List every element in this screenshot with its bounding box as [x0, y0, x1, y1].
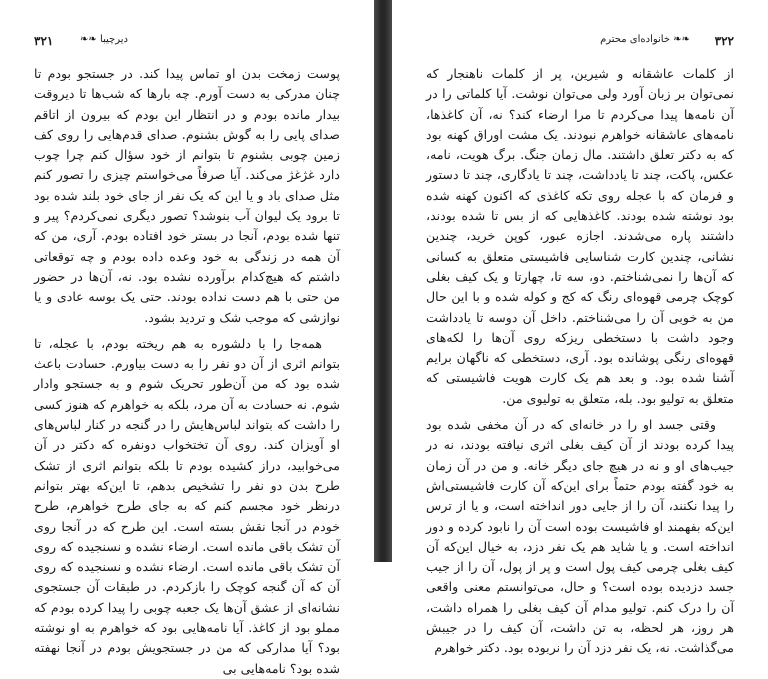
right-page-header — [426, 34, 734, 54]
left-page-header — [34, 34, 340, 54]
paragraph: پوست زمخت بدن او تماس پیدا کند. در جستجو بودم تا چنان مدرکی به دست آورم. چه بارها که شب‌ها تا دیروقت بیدار مانده بودم و در انتظار این بودم که بیرون از اتاقم صدای پایی را به گوش بشنوم. صدای قدم‌هایی را روی کف زمین چوبی بشنوم تا بتوانم از خود سؤال کنم چرا چوب دارد غژغژ می‌کند. آیا صرفاً می‌خواستم چیزی را تصور کنم مثل صدای باد و یا این که یک نفر از جای خود بلند شده بود تا برود یک لیوان آب بنوشد؟ تصور دیگری نمی‌کردم؟ پیر و تنها شده بودم، آنجا در بستر خود افتاده بودم. آری، من که آن همه در زندگی به خود وعده داده بودم و چه توقعاتی داشتم که هیچ‌کدام برآورده نشده بود. نه، آن‌ها در حضور من حتی با هم دست نداده بودند. حتی یک بوسه عادی و یا نوازشی که موجب شک و تردید بشود. — [34, 66, 340, 325]
left-book-page — [0, 0, 374, 676]
ornament-icon: ❧❧ — [673, 34, 690, 45]
ornament-icon: ❧❧ — [80, 34, 97, 45]
running-head-right-title: خانواده‌ای محترم — [600, 34, 671, 45]
page-number-left: ۳۲۱ — [34, 34, 54, 48]
right-page-body — [426, 64, 734, 659]
paragraph: همه‌جا را با دلشوره به هم ریخته بودم، با عجله، تا بتوانم اثری از آن دو نفر را به دست بیاورم. حسادت باعث شده بود که من آن‌طور تحریک شوم و به جستجو وادار شوم. نه حسادت به آن مرد، بلکه به خواهرم که هنوز کسی را داشت که بتواند لباس‌هایش را در گنجه در کنار لباس‌های او آویزان کند. روی آن تختخواب دونفره که دکتر در آن می‌خوابید، دراز کشیده بودم تا بلکه بتوانم اثری از تشک طرح بدن دو نفر را تشخیص بدهم، تا این‌که بهتر بتوانم درنظر خود مجسم کنم که به جای طرح خواهرم، طرح خودم در آنجا نقش بسته است. این طرح که در آنجا روی آن تشک باقی مانده است. ارضاء نشده و نسنجیده که روی آن تشک باقی مانده است. ارضاء نشده و نسنجیده که روی آن که آن گنجه کوچک را بازکردم. در طبقات آن جستجوی نشانه‌ای از عشق آن‌ها یک جعبه چوبی را پیدا کرده بودم که مملو بود از کاغذ. آیا نامه‌هایی بود که خواهرم به او نوشته بود؟ آیا مدارکی که من در جستجویش بودم در آنجا نهفته شده بود؟ نامه‌هایی بی — [34, 335, 340, 676]
running-head-right — [600, 34, 690, 45]
left-page-body — [34, 64, 340, 679]
paragraph: از کلمات عاشقانه و شیرین، پر از کلمات ناهنجار که نمی‌توان بر زبان آورد ولی می‌توان نوشت. آیا کلماتی را در آن نامه‌ها پیدا می‌کردم تا مرا ارضاء کند؟ نه، آن کاغذها، نامه‌های عاشقانه خواهرم نبودند. یک مشت اوراق کهنه بود که به دکتر تعلق داشتند. مال زمان جنگ. برگ هویت، نامه، عکس، پاکت، چند تا یادداشت، چند تا یادگاری، چند تا دستور و فرمان که با عجله روی تکه کاغذی که اکنون کهنه شده بود نوشته شده بودند. کاغذهایی که از بس تا شده بودند، داشتند پاره می‌شدند. اجازه عبور، کوپن خرید، چندین نشانی، چندین کارت شناسایی فاشیستی متعلق به کسانی که آن‌ها را نمی‌شناختم. دو، سه تا، چهارتا و یک کیف بغلی کوچک چرمی قهوه‌ای رنگ که کج و کوله شده و با این حال من به خوبی آن را می‌شناختم. داخل آن دوسه تا یادداشت وجود داشت با دستخطی ریزکه روی آن‌ها را لکه‌های قهوه‌ای رنگی پوشانده بود. آری، دستخطی که ناگهان برایم آشنا شده بود. و بعد هم یک کارت هویت فاشیستی که متعلق به تولیو بود. بله، متعلق به تولیوی من. — [426, 66, 734, 406]
paragraph: وقتی جسد او را در خانه‌ای که در آن مخفی شده بود پیدا کرده بودند از آن کیف بغلی اثری نیافته بودند، نه در جیب‌های او و نه در هیچ جای دیگر خانه. و من در آن زمان به خود گفته بودم حتماً برای این‌که آن کارت فاشیستی‌اش را پیدا نکنند، آن را از جایی دور انداخته است، و یا از ترس این‌که بفهمند او فاشیست بوده است آن را نابود کرده و دور انداخته است. و یا شاید هم یک نفر دزد، به خیال این‌که آن کیف بغلی چرمی کیف پول است و پر از پول، آن را از جیب جسد دزدیده بوده است؟ و حال، می‌توانستم معنی واقعی آن را درک کنم. تولیو مدام آن کیف بغلی را همراه داشت، هر روز، هر لحظه، به تن داشت، آن کیف را در جیبش می‌گذاشت. نه، یک نفر دزد آن را نربوده بود. دکتر خواهرم — [426, 417, 734, 656]
right-book-page — [392, 0, 768, 656]
page-number-right: ۳۲۲ — [714, 34, 734, 48]
running-head-left-title: دیرچیبا — [99, 34, 128, 45]
book-spine-gutter — [374, 0, 392, 562]
running-head-left — [80, 34, 128, 45]
